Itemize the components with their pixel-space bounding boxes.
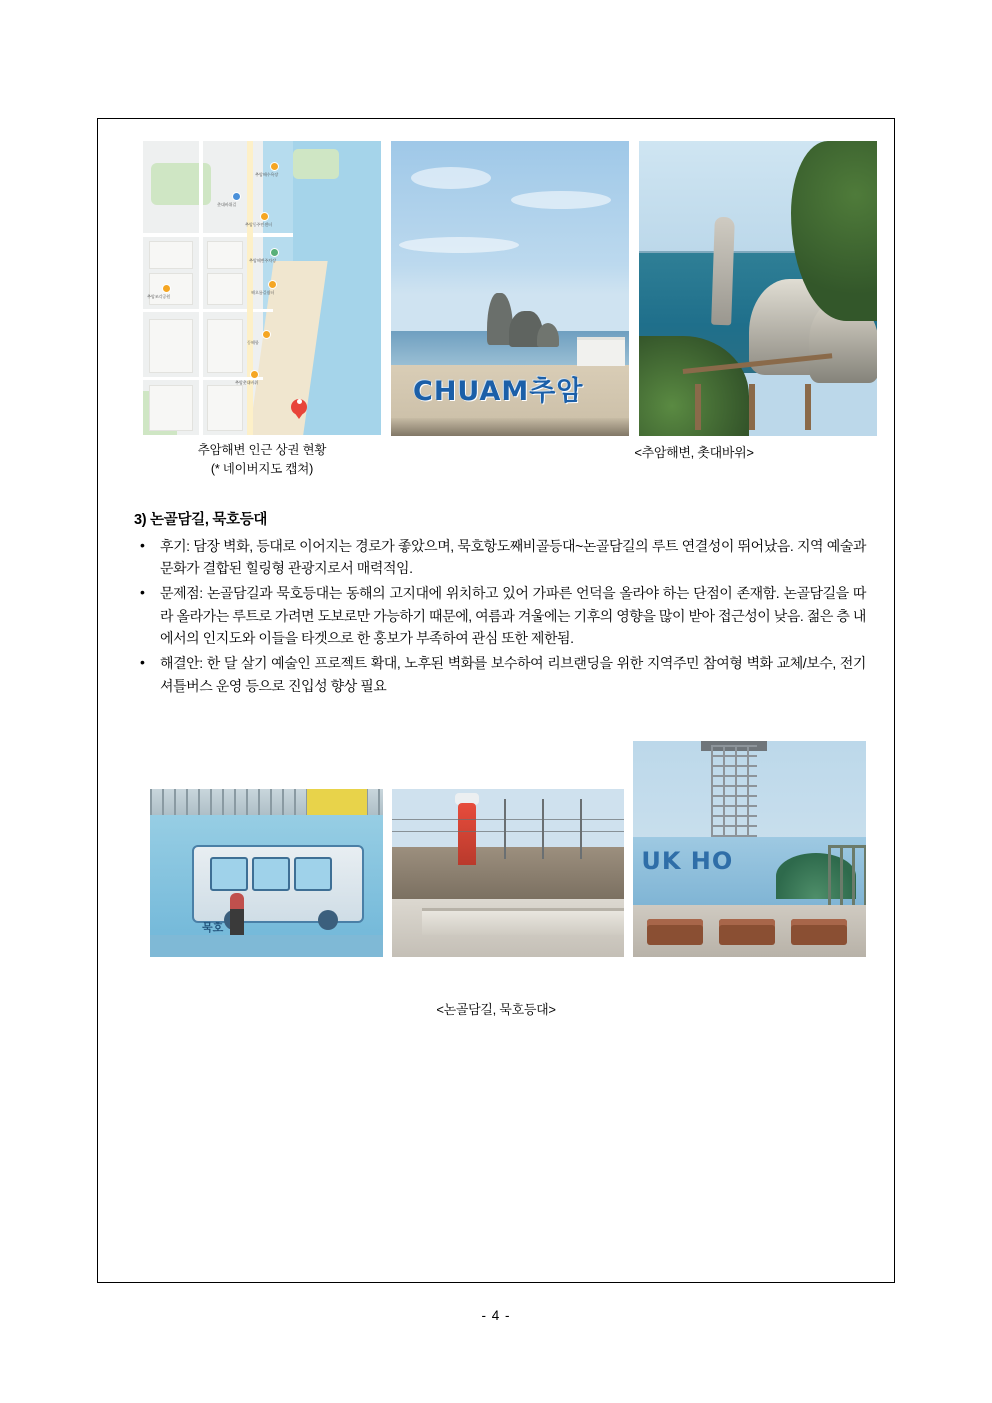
- list-item: [126, 582, 866, 650]
- bullet-text-0: 담장 벽화, 등대로 이어지는 경로가 좋았으며, 묵호항도째비골등대~논골담길의 루트 연결성이 뛰어났음. 지역 예술과 문화가 결합된 힐링형 관광지로서 매력적임.: [160, 537, 866, 577]
- naver-map-capture-image: [143, 141, 381, 435]
- map-caption-line2: (* 네이버지도 캡쳐): [210, 462, 314, 477]
- list-item: [126, 535, 866, 580]
- map-label-6: 동해항: [247, 340, 259, 345]
- figure-photos-block: [391, 141, 877, 461]
- bullet-label-0: 후기:: [160, 537, 190, 554]
- chuam-photo-caption: <추암해변, 촛대바위>: [634, 445, 754, 460]
- figure-map-block: [143, 141, 381, 480]
- mural-bus-text: 묵호: [202, 922, 224, 935]
- map-label-3: 추암해변주차장: [249, 258, 276, 263]
- page-number: - 4 -: [481, 1308, 511, 1323]
- figure-row-chuam: [126, 141, 866, 480]
- section-number: 3): [134, 511, 147, 528]
- photo-mukho-lighthouse-deck: [633, 741, 866, 957]
- bullet-text-1: 논골담길과 묵호등대는 동해의 고지대에 위치하고 있어 가파른 언덕을 올라야 하는 단점이 존재함. 논골담길을 따라 올라가는 루트로 가려면 도보로만 가능하기 때문에, 여름과 겨울에는 기후의 영향을 많이 받아 접근성이 낮음. 젊은 층 내에서의 인지도와 이들을 타겟으로 한 홍보가 부족하여 관심 또한 제한됨.: [160, 585, 866, 647]
- map-label-4: 해오름길쉼터: [251, 290, 275, 295]
- map-caption-line1: 추암해변 인근 상권 현황: [197, 443, 327, 457]
- bullet-label-1: 문제점:: [160, 585, 203, 602]
- nongol-photo-caption: <논골담길, 묵호등대>: [436, 1002, 556, 1018]
- list-item: [126, 652, 866, 697]
- map-label-1: 촛대바위길: [217, 202, 237, 207]
- map-label-2: 추암동주민센터: [245, 222, 272, 227]
- map-location-pin-icon: [291, 393, 307, 413]
- section-title-text: 논골담길, 묵호등대: [150, 511, 268, 528]
- page-content: [98, 119, 894, 1018]
- map-caption: [143, 441, 381, 480]
- mukho-mural-text: UK HO: [641, 847, 734, 876]
- section-heading: [134, 508, 866, 529]
- map-label-0: 추암해수욕장: [255, 172, 279, 177]
- chuam-sign-text: CHUAM추암: [413, 376, 584, 407]
- photo-chuam-beach: [391, 141, 629, 436]
- photo-mukho-port: [392, 789, 625, 957]
- photo-nongol-mural-bus: [150, 789, 383, 957]
- map-label-5: 추암조각공원: [147, 294, 171, 299]
- document-page: [97, 118, 895, 1283]
- bullet-label-2: 해결안:: [160, 655, 203, 672]
- photo-candlestick-rock: [639, 141, 877, 436]
- map-label-7: 추암촛대바위: [235, 380, 259, 385]
- section-bullet-list: [126, 535, 866, 698]
- figure-row-nongol: [126, 717, 866, 957]
- bullet-text-2: 한 달 살기 예술인 프로젝트 확대, 노후된 벽화를 보수하여 리브랜딩을 위한 지역주민 참여형 벽화 교체/보수, 전기셔틀버스 운영 등으로 진입성 향상 필요: [160, 655, 866, 694]
